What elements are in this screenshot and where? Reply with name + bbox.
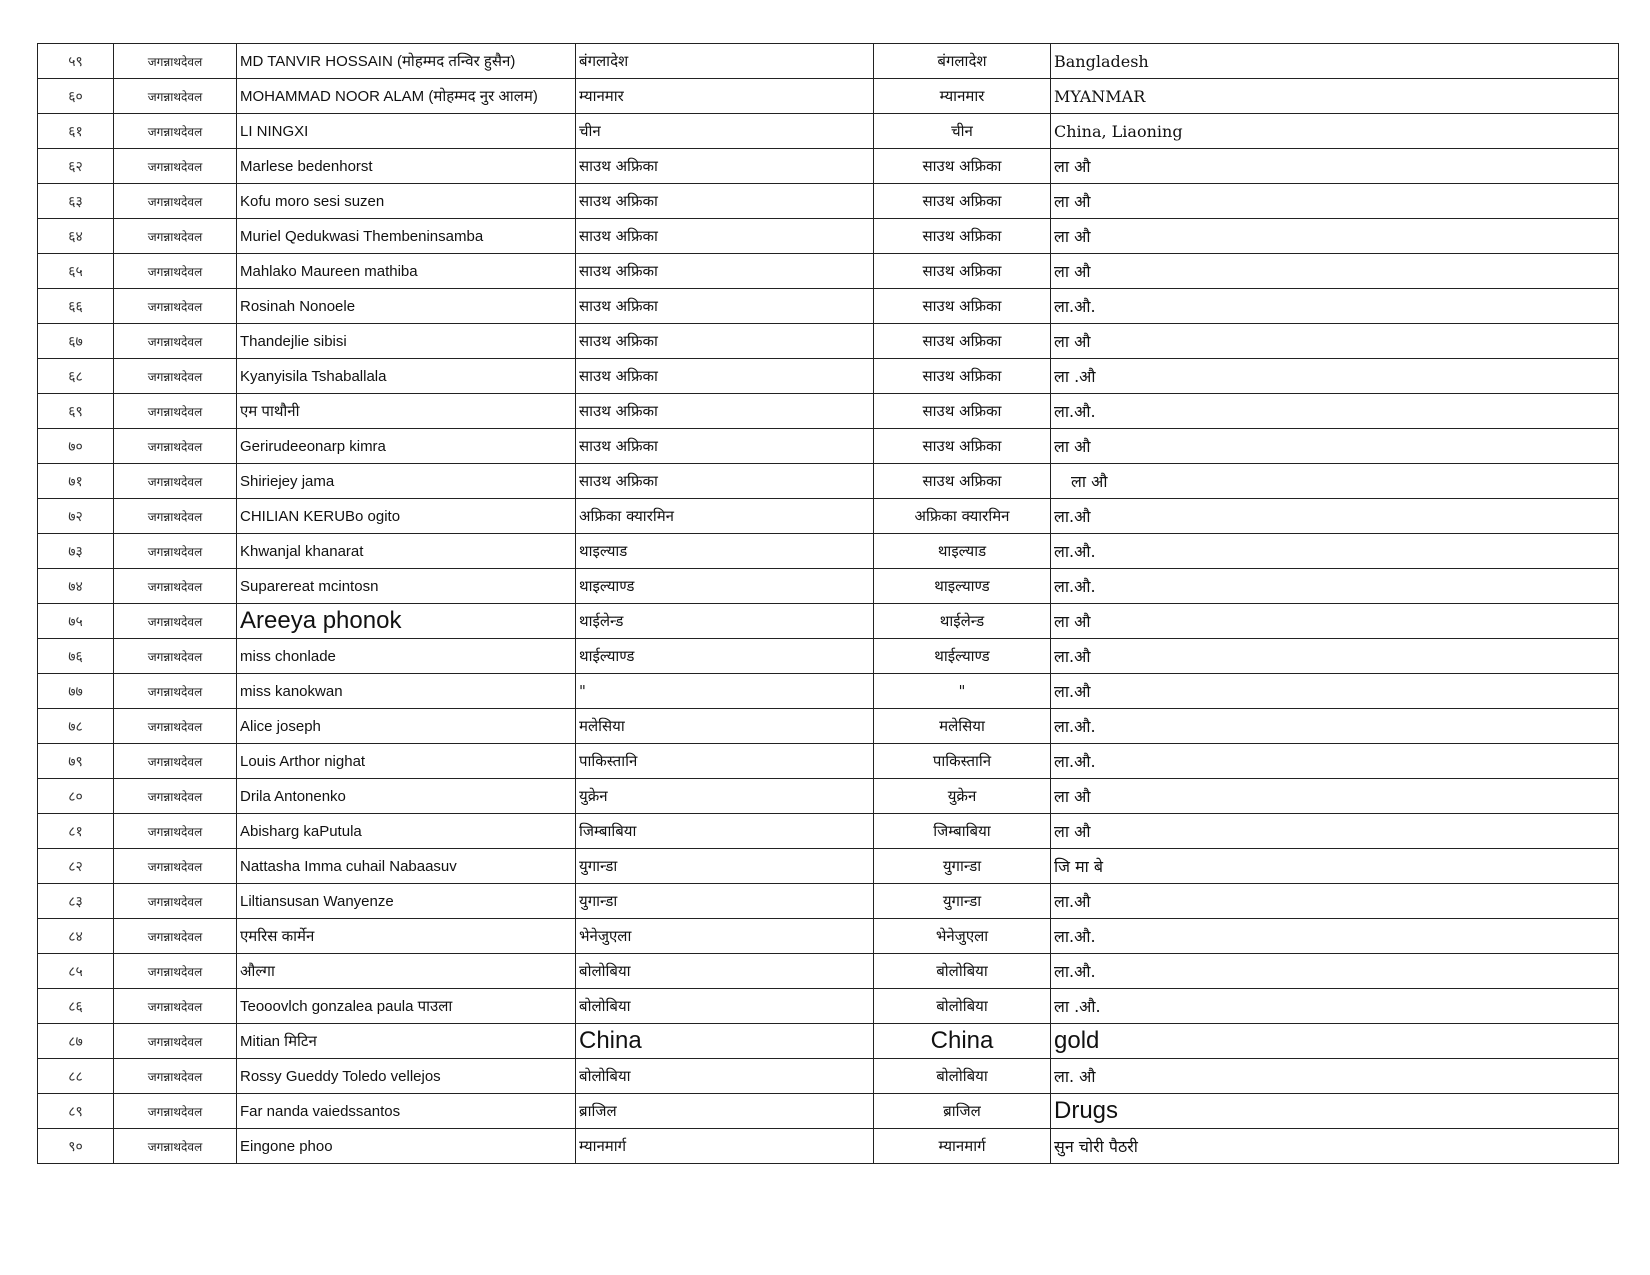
- office-cell: जगन्नाथदेवल: [114, 569, 237, 604]
- person-name-cell: Abisharg kaPutula: [237, 814, 576, 849]
- office-cell: जगन्नाथदेवल: [114, 464, 237, 499]
- person-name-cell: Areeya phonok: [237, 604, 576, 639]
- serial-number-cell: ८३: [38, 884, 114, 919]
- nationality-cell: बोलोबिया: [576, 989, 874, 1024]
- person-name-cell: miss chonlade: [237, 639, 576, 674]
- country-cell: म्यानमार्ग: [874, 1129, 1051, 1164]
- person-name-cell: एमरिस कार्मेन: [237, 919, 576, 954]
- serial-number-cell: ६७: [38, 324, 114, 359]
- table-row: [38, 464, 1619, 499]
- nationality-cell: थाईलेन्ड: [576, 604, 874, 639]
- office-cell: जगन्नाथदेवल: [114, 254, 237, 289]
- country-cell: म्यानमार: [874, 79, 1051, 114]
- serial-number-cell: ६६: [38, 289, 114, 324]
- country-cell: जिम्बाबिया: [874, 814, 1051, 849]
- country-cell: साउथ अफ्रिका: [874, 254, 1051, 289]
- serial-number-cell: ६४: [38, 219, 114, 254]
- office-cell: जगन्नाथदेवल: [114, 779, 237, 814]
- country-cell: पाकिस्तानि: [874, 744, 1051, 779]
- case-type-cell: ला औ: [1051, 429, 1619, 464]
- case-type-cell: ला.औ: [1051, 499, 1619, 534]
- person-name-cell: Marlese bedenhorst: [237, 149, 576, 184]
- table-row: [38, 44, 1619, 79]
- office-cell: जगन्नाथदेवल: [114, 884, 237, 919]
- person-name-cell: औल्गा: [237, 954, 576, 989]
- country-cell: अफ्रिका क्यारमिन: [874, 499, 1051, 534]
- nationality-cell: बंगलादेश: [576, 44, 874, 79]
- office-cell: जगन्नाथदेवल: [114, 184, 237, 219]
- nationality-cell: म्यानमार: [576, 79, 874, 114]
- case-type-cell: Drugs: [1051, 1094, 1619, 1129]
- serial-number-cell: ७४: [38, 569, 114, 604]
- person-name-cell: Khwanjal khanarat: [237, 534, 576, 569]
- person-name-cell: Muriel Qedukwasi Thembeninsamba: [237, 219, 576, 254]
- country-cell: बंगलादेश: [874, 44, 1051, 79]
- country-cell: युगान्डा: [874, 849, 1051, 884]
- office-cell: जगन्नाथदेवल: [114, 219, 237, 254]
- case-type-cell: ला औ: [1051, 149, 1619, 184]
- person-name-cell: Mahlako Maureen mathiba: [237, 254, 576, 289]
- office-cell: जगन्नाथदेवल: [114, 394, 237, 429]
- nationality-cell: पाकिस्तानि: [576, 744, 874, 779]
- nationality-cell: ब्राजिल: [576, 1094, 874, 1129]
- case-type-cell: सुन चोरी पैठरी: [1051, 1129, 1619, 1164]
- case-type-cell: ला औ: [1051, 604, 1619, 639]
- nationality-cell: साउथ अफ्रिका: [576, 254, 874, 289]
- detainee-register-table: [37, 43, 1619, 1164]
- case-type-cell: gold: [1051, 1024, 1619, 1059]
- table-row: [38, 429, 1619, 464]
- table-row: [38, 569, 1619, 604]
- office-cell: जगन्नाथदेवल: [114, 639, 237, 674]
- country-cell: साउथ अफ्रिका: [874, 464, 1051, 499]
- person-name-cell: miss kanokwan: [237, 674, 576, 709]
- serial-number-cell: ७६: [38, 639, 114, 674]
- case-type-cell: ला औ: [1051, 184, 1619, 219]
- table-row: [38, 744, 1619, 779]
- nationality-cell: थाइल्याड: [576, 534, 874, 569]
- nationality-cell: साउथ अफ्रिका: [576, 219, 874, 254]
- case-type-cell: ला.औ.: [1051, 954, 1619, 989]
- nationality-cell: थाइल्याण्ड: [576, 569, 874, 604]
- nationality-cell: युगान्डा: [576, 849, 874, 884]
- serial-number-cell: ७७: [38, 674, 114, 709]
- person-name-cell: Gerirudeeonarp kimra: [237, 429, 576, 464]
- serial-number-cell: ७९: [38, 744, 114, 779]
- table-row: [38, 219, 1619, 254]
- serial-number-cell: ६९: [38, 394, 114, 429]
- office-cell: जगन्नाथदेवल: [114, 849, 237, 884]
- person-name-cell: Kofu moro sesi suzen: [237, 184, 576, 219]
- serial-number-cell: ८६: [38, 989, 114, 1024]
- table-row: [38, 79, 1619, 114]
- case-type-cell: ला.औ.: [1051, 919, 1619, 954]
- case-type-cell: ला.औ.: [1051, 569, 1619, 604]
- office-cell: जगन्नाथदेवल: [114, 709, 237, 744]
- serial-number-cell: ६१: [38, 114, 114, 149]
- case-type-cell: ला.औ: [1051, 674, 1619, 709]
- table-row: [38, 324, 1619, 359]
- country-cell: थाइल्याड: [874, 534, 1051, 569]
- case-type-cell: ला.औ.: [1051, 744, 1619, 779]
- country-cell: साउथ अफ्रिका: [874, 289, 1051, 324]
- office-cell: जगन्नाथदेवल: [114, 604, 237, 639]
- serial-number-cell: ८९: [38, 1094, 114, 1129]
- table-row: [38, 499, 1619, 534]
- office-cell: जगन्नाथदेवल: [114, 989, 237, 1024]
- case-type-cell: ला.औ.: [1051, 289, 1619, 324]
- register-body: [38, 44, 1619, 1164]
- table-row: [38, 814, 1619, 849]
- nationality-cell: म्यानमार्ग: [576, 1129, 874, 1164]
- nationality-cell: साउथ अफ्रिका: [576, 359, 874, 394]
- country-cell: साउथ अफ्रिका: [874, 359, 1051, 394]
- office-cell: जगन्नाथदेवल: [114, 149, 237, 184]
- person-name-cell: Shiriejey jama: [237, 464, 576, 499]
- country-cell: ": [874, 674, 1051, 709]
- person-name-cell: LI NINGXI: [237, 114, 576, 149]
- serial-number-cell: ८७: [38, 1024, 114, 1059]
- office-cell: जगन्नाथदेवल: [114, 534, 237, 569]
- table-row: [38, 254, 1619, 289]
- serial-number-cell: ८५: [38, 954, 114, 989]
- office-cell: जगन्नाथदेवल: [114, 674, 237, 709]
- table-row: [38, 989, 1619, 1024]
- nationality-cell: बोलोबिया: [576, 954, 874, 989]
- office-cell: जगन्नाथदेवल: [114, 1129, 237, 1164]
- person-name-cell: MOHAMMAD NOOR ALAM (मोहम्मद नुर आलम): [237, 79, 576, 114]
- nationality-cell: मलेसिया: [576, 709, 874, 744]
- table-row: [38, 639, 1619, 674]
- serial-number-cell: ७०: [38, 429, 114, 464]
- table-row: [38, 1094, 1619, 1129]
- case-type-cell: ला.औ: [1051, 884, 1619, 919]
- serial-number-cell: ८१: [38, 814, 114, 849]
- office-cell: जगन्नाथदेवल: [114, 324, 237, 359]
- office-cell: जगन्नाथदेवल: [114, 359, 237, 394]
- table-row: [38, 534, 1619, 569]
- country-cell: भेनेजुएला: [874, 919, 1051, 954]
- person-name-cell: Teooovlch gonzalea paula पाउला: [237, 989, 576, 1024]
- office-cell: जगन्नाथदेवल: [114, 79, 237, 114]
- person-name-cell: Louis Arthor nighat: [237, 744, 576, 779]
- office-cell: जगन्नाथदेवल: [114, 919, 237, 954]
- case-type-cell: ला .औ: [1051, 359, 1619, 394]
- serial-number-cell: ७३: [38, 534, 114, 569]
- nationality-cell: साउथ अफ्रिका: [576, 464, 874, 499]
- country-cell: China: [874, 1024, 1051, 1059]
- country-cell: थाईल्याण्ड: [874, 639, 1051, 674]
- office-cell: जगन्नाथदेवल: [114, 44, 237, 79]
- country-cell: साउथ अफ्रिका: [874, 219, 1051, 254]
- table-row: [38, 289, 1619, 324]
- table-row: [38, 954, 1619, 989]
- serial-number-cell: ७२: [38, 499, 114, 534]
- country-cell: मलेसिया: [874, 709, 1051, 744]
- table-row: [38, 849, 1619, 884]
- serial-number-cell: ७१: [38, 464, 114, 499]
- nationality-cell: युगान्डा: [576, 884, 874, 919]
- case-type-cell: ला औ: [1051, 324, 1619, 359]
- person-name-cell: Rossy Gueddy Toledo vellejos: [237, 1059, 576, 1094]
- office-cell: जगन्नाथदेवल: [114, 1059, 237, 1094]
- person-name-cell: Eingone phoo: [237, 1129, 576, 1164]
- office-cell: जगन्नाथदेवल: [114, 114, 237, 149]
- country-cell: थाइल्याण्ड: [874, 569, 1051, 604]
- table-row: [38, 884, 1619, 919]
- person-name-cell: CHILIAN KERUBo ogito: [237, 499, 576, 534]
- office-cell: जगन्नाथदेवल: [114, 954, 237, 989]
- serial-number-cell: ९०: [38, 1129, 114, 1164]
- case-type-cell: China, Liaoning: [1051, 114, 1619, 149]
- nationality-cell: थाईल्याण्ड: [576, 639, 874, 674]
- office-cell: जगन्नाथदेवल: [114, 429, 237, 464]
- table-row: [38, 1129, 1619, 1164]
- table-row: [38, 674, 1619, 709]
- table-row: [38, 359, 1619, 394]
- person-name-cell: एम पाथौनी: [237, 394, 576, 429]
- country-cell: साउथ अफ्रिका: [874, 184, 1051, 219]
- person-name-cell: Liltiansusan Wanyenze: [237, 884, 576, 919]
- serial-number-cell: ७८: [38, 709, 114, 744]
- serial-number-cell: ६८: [38, 359, 114, 394]
- serial-number-cell: ६२: [38, 149, 114, 184]
- nationality-cell: साउथ अफ्रिका: [576, 184, 874, 219]
- country-cell: साउथ अफ्रिका: [874, 324, 1051, 359]
- serial-number-cell: ६५: [38, 254, 114, 289]
- case-type-cell: ला औ: [1051, 464, 1619, 499]
- case-type-cell: ला. औ: [1051, 1059, 1619, 1094]
- case-type-cell: MYANMAR: [1051, 79, 1619, 114]
- person-name-cell: Thandejlie sibisi: [237, 324, 576, 359]
- table-row: [38, 184, 1619, 219]
- office-cell: जगन्नाथदेवल: [114, 814, 237, 849]
- person-name-cell: Far nanda vaiedssantos: [237, 1094, 576, 1129]
- register-sheet: [37, 43, 1618, 1164]
- serial-number-cell: ८४: [38, 919, 114, 954]
- case-type-cell: ला औ: [1051, 814, 1619, 849]
- case-type-cell: ला औ: [1051, 779, 1619, 814]
- person-name-cell: Suparereat mcintosn: [237, 569, 576, 604]
- serial-number-cell: ६०: [38, 79, 114, 114]
- case-type-cell: ला.औ.: [1051, 534, 1619, 569]
- serial-number-cell: ८०: [38, 779, 114, 814]
- serial-number-cell: ६३: [38, 184, 114, 219]
- table-row: [38, 1024, 1619, 1059]
- office-cell: जगन्नाथदेवल: [114, 1094, 237, 1129]
- case-type-cell: ला औ: [1051, 219, 1619, 254]
- table-row: [38, 919, 1619, 954]
- office-cell: जगन्नाथदेवल: [114, 744, 237, 779]
- nationality-cell: अफ्रिका क्यारमिन: [576, 499, 874, 534]
- person-name-cell: Kyanyisila Tshaballala: [237, 359, 576, 394]
- serial-number-cell: ७५: [38, 604, 114, 639]
- nationality-cell: साउथ अफ्रिका: [576, 429, 874, 464]
- nationality-cell: जिम्बाबिया: [576, 814, 874, 849]
- nationality-cell: साउथ अफ्रिका: [576, 394, 874, 429]
- table-row: [38, 779, 1619, 814]
- table-row: [38, 114, 1619, 149]
- nationality-cell: China: [576, 1024, 874, 1059]
- case-type-cell: ला.औ: [1051, 639, 1619, 674]
- serial-number-cell: ८२: [38, 849, 114, 884]
- nationality-cell: ": [576, 674, 874, 709]
- case-type-cell: जि मा बे: [1051, 849, 1619, 884]
- country-cell: साउथ अफ्रिका: [874, 149, 1051, 184]
- table-row: [38, 1059, 1619, 1094]
- case-type-cell: ला.औ.: [1051, 709, 1619, 744]
- case-type-cell: ला .औ.: [1051, 989, 1619, 1024]
- country-cell: युक्रेन: [874, 779, 1051, 814]
- country-cell: युगान्डा: [874, 884, 1051, 919]
- nationality-cell: चीन: [576, 114, 874, 149]
- country-cell: थाईलेन्ड: [874, 604, 1051, 639]
- serial-number-cell: ५९: [38, 44, 114, 79]
- office-cell: जगन्नाथदेवल: [114, 1024, 237, 1059]
- case-type-cell: ला.औ.: [1051, 394, 1619, 429]
- nationality-cell: साउथ अफ्रिका: [576, 289, 874, 324]
- table-row: [38, 709, 1619, 744]
- nationality-cell: युक्रेन: [576, 779, 874, 814]
- nationality-cell: बोलोबिया: [576, 1059, 874, 1094]
- person-name-cell: Nattasha Imma cuhail Nabaasuv: [237, 849, 576, 884]
- person-name-cell: MD TANVIR HOSSAIN (मोहम्मद तन्विर हुसैन): [237, 44, 576, 79]
- table-row: [38, 604, 1619, 639]
- office-cell: जगन्नाथदेवल: [114, 289, 237, 324]
- country-cell: ब्राजिल: [874, 1094, 1051, 1129]
- country-cell: बोलोबिया: [874, 989, 1051, 1024]
- person-name-cell: Drila Antonenko: [237, 779, 576, 814]
- nationality-cell: साउथ अफ्रिका: [576, 324, 874, 359]
- serial-number-cell: ८८: [38, 1059, 114, 1094]
- country-cell: बोलोबिया: [874, 954, 1051, 989]
- country-cell: चीन: [874, 114, 1051, 149]
- case-type-cell: ला औ: [1051, 254, 1619, 289]
- office-cell: जगन्नाथदेवल: [114, 499, 237, 534]
- table-row: [38, 149, 1619, 184]
- person-name-cell: Alice joseph: [237, 709, 576, 744]
- country-cell: साउथ अफ्रिका: [874, 429, 1051, 464]
- nationality-cell: साउथ अफ्रिका: [576, 149, 874, 184]
- nationality-cell: भेनेजुएला: [576, 919, 874, 954]
- table-row: [38, 394, 1619, 429]
- country-cell: बोलोबिया: [874, 1059, 1051, 1094]
- country-cell: साउथ अफ्रिका: [874, 394, 1051, 429]
- person-name-cell: Rosinah Nonoele: [237, 289, 576, 324]
- person-name-cell: Mitian मिटिन: [237, 1024, 576, 1059]
- case-type-cell: Bangladesh: [1051, 44, 1619, 79]
